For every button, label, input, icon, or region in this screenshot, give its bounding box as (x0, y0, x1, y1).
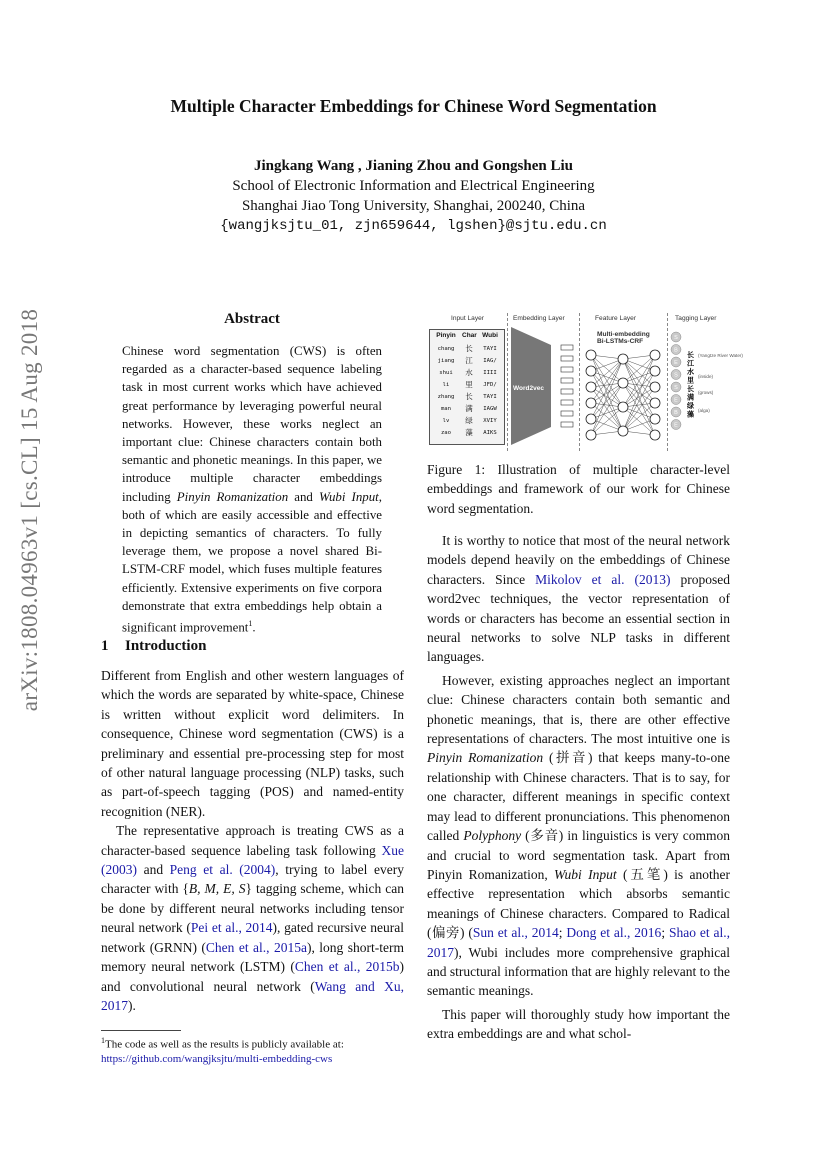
tagging-layer (669, 327, 743, 453)
tag-annotation: (alga) (698, 408, 710, 413)
tag-label: S (674, 385, 678, 392)
code-url-link[interactable]: https://github.com/wangjksjtu/multi-embedding-cws (101, 1052, 333, 1065)
input-cell-pinyin: chang (437, 346, 455, 352)
input-cell-wubi: JFD/ (483, 382, 497, 388)
input-header-char: Char (462, 332, 477, 339)
bilstm-network (583, 343, 665, 447)
tag-annotation: (grows) (698, 390, 714, 395)
word2vec-block (511, 327, 577, 445)
figure-1 (427, 313, 743, 453)
layer-label-tagging: Tagging Layer (675, 315, 717, 322)
input-header-pinyin: Pinyin (436, 332, 456, 339)
input-cell-wubi: XVIY (483, 418, 497, 424)
affiliation-line-2: Shanghai Jiao Tong University, Shanghai, 200240, China (241, 198, 586, 214)
input-cell-wubi: TAYI (483, 394, 497, 400)
citation-dong[interactable]: Dong et al., 2016 (566, 925, 662, 941)
segmented-char: 长 (687, 351, 694, 359)
right-paragraph-3: This paper will thoroughly study how important the extra embeddings are and what schol- (427, 1006, 730, 1042)
input-cell-chars: 满 (465, 404, 473, 413)
network-node (650, 350, 660, 360)
segmented-char: 藻 (687, 410, 694, 419)
word2vec-label: Word2vec (513, 385, 544, 392)
network-node (650, 398, 660, 408)
affiliation-line-1: School of Electronic Information and Electrical Engineering (232, 178, 595, 194)
tag-label: E (674, 422, 678, 429)
paper-title: Multiple Character Embeddings for Chinese Word Segmentation (170, 96, 657, 116)
embedding-vector (561, 422, 573, 427)
segmented-char: 里 (687, 376, 694, 385)
network-node (618, 402, 628, 412)
embedding-vector (561, 411, 573, 416)
network-node (618, 378, 628, 388)
intro-paragraph-1: Different from English and other western languages of which the words are separated by white-space, Chinese is written without explicit word delimiters. In consequence, Chinese word segmentation (CWS) is a preliminary and essential pre-processing step for most of other natural language processing (NLP) tasks, such as part-of-speech tagging (POS) and named-entity recognition (NER). (101, 668, 404, 819)
footnote-marker[interactable]: 1 (248, 619, 253, 629)
input-cell-pinyin: lv (442, 418, 450, 424)
arxiv-sidebar-stamp: arXiv:1808.04963v1 [cs.CL] 15 Aug 2018 (17, 308, 42, 712)
network-node (586, 414, 596, 424)
input-cell-pinyin: zao (440, 430, 452, 436)
input-cell-chars: 绿 (465, 416, 473, 425)
network-node (586, 366, 596, 376)
input-cell-pinyin: zhang (437, 394, 455, 400)
input-cell-chars: 长 (465, 344, 473, 353)
tag-label: S (674, 372, 678, 379)
input-cell-wubi: IAGW (483, 406, 497, 412)
input-table (429, 329, 505, 445)
intro-paragraph-2: The representative approach is treating CWS as a character-based sequence labeling task following Xue (2003) and Peng et al. (2004), trying to label every character with {B, M, E, S} tagging scheme, which can be done by different neural networks including tensor neural network (Pei et al., 2014), gated recursive neural network (GRNN) (Chen et al., 2015a), long short-term memory neural network (LSTM) (Chen et al., 2015b) and convolutional neural network (Wang and Xu, 2017). (101, 823, 405, 1013)
layer-label-embedding: Embedding Layer (513, 315, 565, 322)
embedding-vector (561, 378, 573, 383)
network-node (650, 430, 660, 440)
network-node (586, 350, 596, 360)
citation-shao[interactable]: Shao et al., 2017 (427, 925, 730, 960)
tag-annotation: (Yangtze River Water) (698, 353, 743, 358)
segmented-char: 水 (687, 368, 694, 376)
tag-label: S (674, 335, 678, 342)
citation-chen-2015a[interactable]: Chen et al., 2015a (205, 939, 307, 955)
network-node (618, 426, 628, 436)
right-column-body (427, 531, 730, 1044)
network-node (650, 414, 660, 424)
embedding-vector (561, 367, 573, 372)
input-cell-wubi: AIKS (483, 430, 497, 436)
input-cell-pinyin: man (440, 406, 452, 412)
layer-label-input: Input Layer (451, 315, 484, 322)
abstract-heading: Abstract (224, 311, 280, 327)
network-node (650, 366, 660, 376)
input-cell-wubi: IIII (483, 370, 497, 376)
right-paragraph-1: It is worthy to notice that most of the neural network models depend heavily on the embeddings of Chinese characters. Since Mikolov et al. (2013) proposed word2vec techniques, the vector representation of words or characters has become an essential section in neural networks to solve NLP tasks in different languages. (427, 533, 731, 665)
footnote-rule (101, 1030, 181, 1031)
citation-chen-2015b[interactable]: Chen et al., 2015b (294, 959, 400, 975)
citation-sun[interactable]: Sun et al., 2014 (472, 925, 559, 941)
citation-wang-xu[interactable]: Wang and Xu, 2017 (101, 978, 404, 1013)
segmented-char: 长 (687, 385, 694, 393)
input-cell-pinyin: li (442, 382, 450, 388)
input-cell-chars: 长 (465, 392, 473, 401)
tag-annotation: (inside) (698, 374, 714, 379)
right-paragraph-2: However, existing approaches neglect an important clue: Chinese characters contain both semantic and phonetic meanings, that is, there are other effective representations of characters. The most intuitive one is Pinyin Romanization (拼音) that keeps many-to-one relationship with Chinese characters. That is to say, for one character, different meanings in specific context may lead to different pronunciations. This phenomenon called Polyphony (多音) in linguistics is very common and crucial to word segmentation task. Apart from Pinyin Romanization, Wubi Input (五笔) is another effective representation which absorbs semantic meanings of Chinese characters. Compared to Radical (偏旁) (Sun et al., 2014; Dong et al., 2016; Shao et al., 2017), Wubi includes more comprehensive graphical and structural information that are highly relevant to the semantic meanings. (427, 672, 731, 999)
input-cell-wubi: IAG/ (483, 358, 497, 364)
input-cell-chars: 藻 (465, 428, 473, 437)
input-cell-chars: 里 (465, 380, 473, 389)
input-cell-chars: 水 (465, 368, 473, 377)
segmented-char: 江 (687, 359, 694, 368)
segmented-char: 绿 (687, 402, 694, 410)
input-cell-pinyin: shui (439, 370, 453, 376)
section-heading-introduction: 1 Introduction (101, 638, 207, 654)
embedding-vector (561, 400, 573, 405)
intro-body (101, 666, 404, 1015)
footnote: $^1$The code as well as the results is publicly available at: https://github.com/wangjksjtu/multi-embedding-cws (101, 1036, 344, 1065)
embedding-vector (561, 345, 573, 350)
abstract-body: Chinese word segmentation (CWS) is often regarded as a character-based sequence labeling task in most current works which have achieved great performance by leveraging powerful neural networks. However, these works neglect an important clue: Chinese characters contain both semantic and phonetic meanings. In this paper, we introduce multiple character embeddings including Pinyin Romanization and Wubi Input, both of which are easily accessible and effective in depicting semantics of characters. To fully leverage them, we propose a novel shared Bi-LSTM-CRF model, which fuses multiple features efficiently. Extensive experiments on five corpora demonstrate that extra embeddings help obtain a significant improvement$^1$. (122, 344, 382, 635)
author-emails: {wangjksjtu_01, zjn659644, lgshen}@sjtu.edu.cn (220, 218, 607, 234)
network-node (586, 398, 596, 408)
citation-mikolov[interactable]: Mikolov et al. (2013) (535, 571, 671, 587)
layer-label-feature: Feature Layer (595, 315, 637, 322)
tag-label: B (674, 410, 678, 417)
input-cell-pinyin: jiang (437, 358, 455, 364)
segmented-char: 满 (687, 393, 694, 402)
network-node (650, 382, 660, 392)
embedding-vector (561, 356, 573, 361)
tag-label: E (674, 397, 678, 404)
input-cell-wubi: TAYI (483, 346, 497, 352)
citation-peng[interactable]: Peng et al. (2004) (169, 862, 276, 878)
input-cell-chars: 江 (465, 356, 473, 365)
embedding-vector (561, 389, 573, 394)
citation-pei[interactable]: Pei et al., 2014 (190, 920, 273, 936)
authors: Jingkang Wang , Jianing Zhou and Gongshen Liu (253, 158, 574, 174)
tag-label: B (674, 347, 678, 354)
input-header-wubi: Wubi (482, 332, 498, 339)
network-node (586, 382, 596, 392)
citation-xue[interactable]: Xue (2003) (101, 842, 404, 878)
network-node (586, 430, 596, 440)
feature-title: Multi-embedding Bi-LSTMs-CRF (597, 331, 650, 345)
tag-label: E (674, 360, 678, 367)
figure-1-caption: Figure 1: Illustration of multiple character-level embeddings and framework of our work for Chinese word segmentation. (427, 462, 730, 516)
network-node (618, 354, 628, 364)
